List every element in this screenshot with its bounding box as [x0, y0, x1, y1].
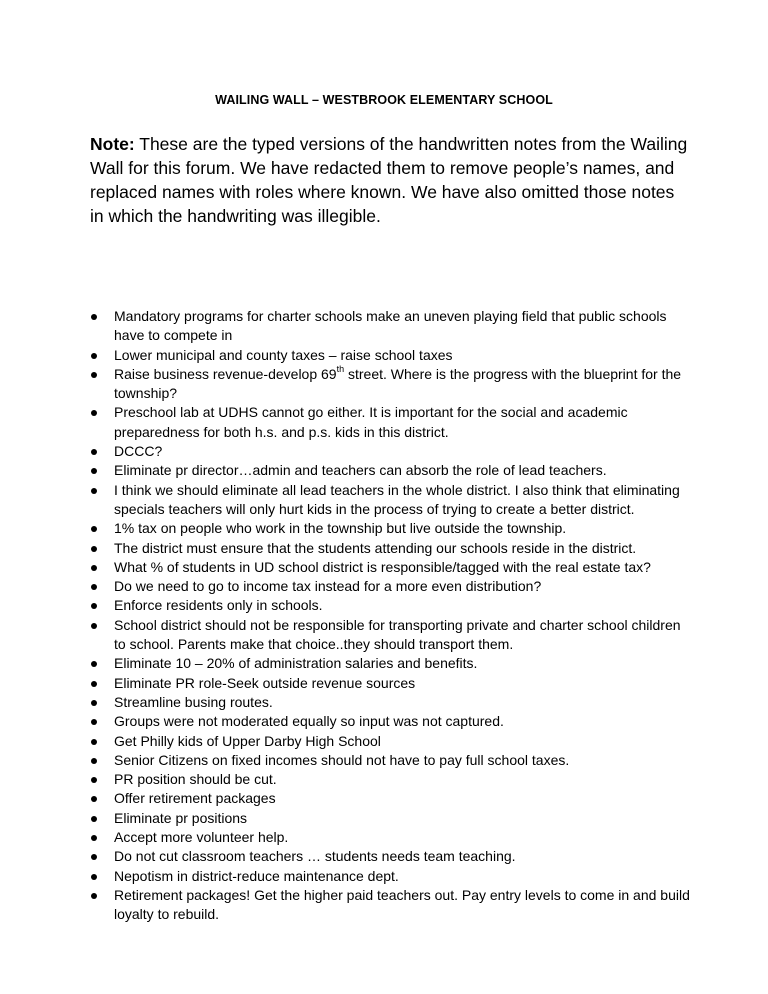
bullet-icon [91, 410, 97, 416]
bullet-icon [91, 584, 97, 590]
list-item [90, 346, 690, 365]
list-item [90, 481, 690, 520]
list-item-text: Eliminate PR role-Seek outside revenue sources [114, 674, 416, 691]
list-item [90, 809, 690, 828]
bullet-icon [91, 777, 97, 783]
list-item-text-part: Raise business revenue-develop 69 [114, 365, 337, 382]
bullet-icon [91, 526, 97, 532]
list-item-text: Eliminate 10 – 20% of administration salaries and benefits. [114, 655, 478, 672]
list-item-text: I think we should eliminate all lead teachers in the whole district. I also think that eliminating specials teachers will only hurt kids in the process of trying to create a better district. [114, 481, 680, 517]
list-item-text: Get Philly kids of Upper Darby High School [114, 732, 381, 749]
bullet-icon [91, 854, 97, 860]
bullet-icon [91, 874, 97, 880]
bullet-icon [91, 623, 97, 629]
note-text: These are the typed versions of the handwritten notes from the Wailing Wall for this forum. We have redacted them to remove people’s names, and replaced names with roles where known. We have also omitted those notes in which the handwriting was illegible. [90, 134, 688, 226]
list-item-text [114, 366, 681, 401]
list-item [90, 847, 690, 866]
list-item-text: Do not cut classroom teachers … students needs team teaching. [114, 848, 516, 865]
list-item-text: Streamline busing routes. [114, 693, 273, 710]
notes-list [90, 307, 690, 925]
bullet-icon [91, 719, 97, 725]
list-item [90, 732, 690, 751]
bullet-icon [91, 488, 97, 494]
bullet-icon [91, 314, 97, 320]
bullet-icon [91, 835, 97, 841]
bullet-icon [91, 739, 97, 745]
bullet-icon [91, 372, 97, 378]
list-item [90, 365, 690, 404]
bullet-icon [91, 681, 97, 687]
bullet-icon [91, 758, 97, 764]
list-item [90, 403, 690, 442]
bullet-icon [91, 816, 97, 822]
list-item-text: 1% tax on people who work in the township but live outside the township. [114, 520, 567, 537]
list-item [90, 770, 690, 789]
list-item [90, 519, 690, 538]
list-item-text: Mandatory programs for charter schools make an uneven playing field that public schools have to compete in [114, 308, 667, 344]
list-item-text: Eliminate pr positions [114, 809, 248, 826]
list-item-text: Offer retirement packages [114, 790, 276, 807]
list-item [90, 539, 690, 558]
list-item [90, 654, 690, 673]
list-item [90, 307, 690, 346]
list-item [90, 693, 690, 712]
list-item [90, 886, 690, 925]
list-item [90, 712, 690, 731]
list-item [90, 461, 690, 480]
list-item-text: Retirement packages! Get the higher paid teachers out. Pay entry levels to come in and build loyalty to rebuild. [114, 886, 690, 923]
bullet-icon [91, 661, 97, 667]
list-item-text: Nepotism in district-reduce maintenance dept. [114, 867, 399, 884]
list-item [90, 616, 690, 655]
list-item [90, 789, 690, 808]
bullet-icon [91, 353, 97, 359]
list-item [90, 558, 690, 577]
bullet-icon [91, 796, 97, 802]
list-item-text: DCCC? [114, 443, 163, 460]
note-label: Note: [90, 134, 135, 154]
bullet-icon [91, 546, 97, 552]
list-item-text: Do we need to go to income tax instead for a more even distribution? [114, 578, 542, 595]
list-item-text: What % of students in UD school district is responsible/tagged with the real estate tax? [114, 558, 651, 575]
list-item-text: Senior Citizens on fixed incomes should not have to pay full school taxes. [114, 751, 570, 768]
list-item [90, 751, 690, 770]
bullet-icon [91, 565, 97, 571]
document-title: WAILING WALL – WESTBROOK ELEMENTARY SCHOOL [215, 93, 553, 107]
list-item [90, 442, 690, 461]
list-item [90, 867, 690, 886]
list-item [90, 596, 690, 615]
bullet-icon [91, 449, 97, 455]
bullet-icon [91, 893, 97, 899]
bullet-icon [91, 700, 97, 706]
bullet-icon [91, 603, 97, 609]
note-paragraph [90, 132, 690, 228]
list-item-text-part: street. Where is the progress with the blueprint for the township? [114, 365, 682, 402]
list-item-text: Eliminate pr director…admin and teachers can absorb the role of lead teachers. [114, 462, 607, 479]
list-item-text: PR position should be cut. [114, 771, 277, 788]
list-item-text: Accept more volunteer help. [114, 829, 289, 846]
list-item-text: The district must ensure that the students attending our schools reside in the district. [114, 539, 637, 556]
list-item-text: Preschool lab at UDHS cannot go either. It is important for the social and academic preparedness for both h.s. and p.s. kids in this district. [114, 404, 628, 440]
bullet-icon [91, 468, 97, 474]
list-item [90, 828, 690, 847]
list-item-text: Groups were not moderated equally so input was not captured. [114, 713, 504, 730]
list-item-text: Lower municipal and county taxes – raise school taxes [114, 346, 453, 363]
list-item [90, 674, 690, 693]
list-item-text: Enforce residents only in schools. [114, 597, 323, 614]
list-item-text: School district should not be responsible for transporting private and charter school children to school. Parents make that choice..they should transport them. [114, 616, 681, 653]
superscript: th [336, 364, 345, 375]
list-item [90, 577, 690, 596]
